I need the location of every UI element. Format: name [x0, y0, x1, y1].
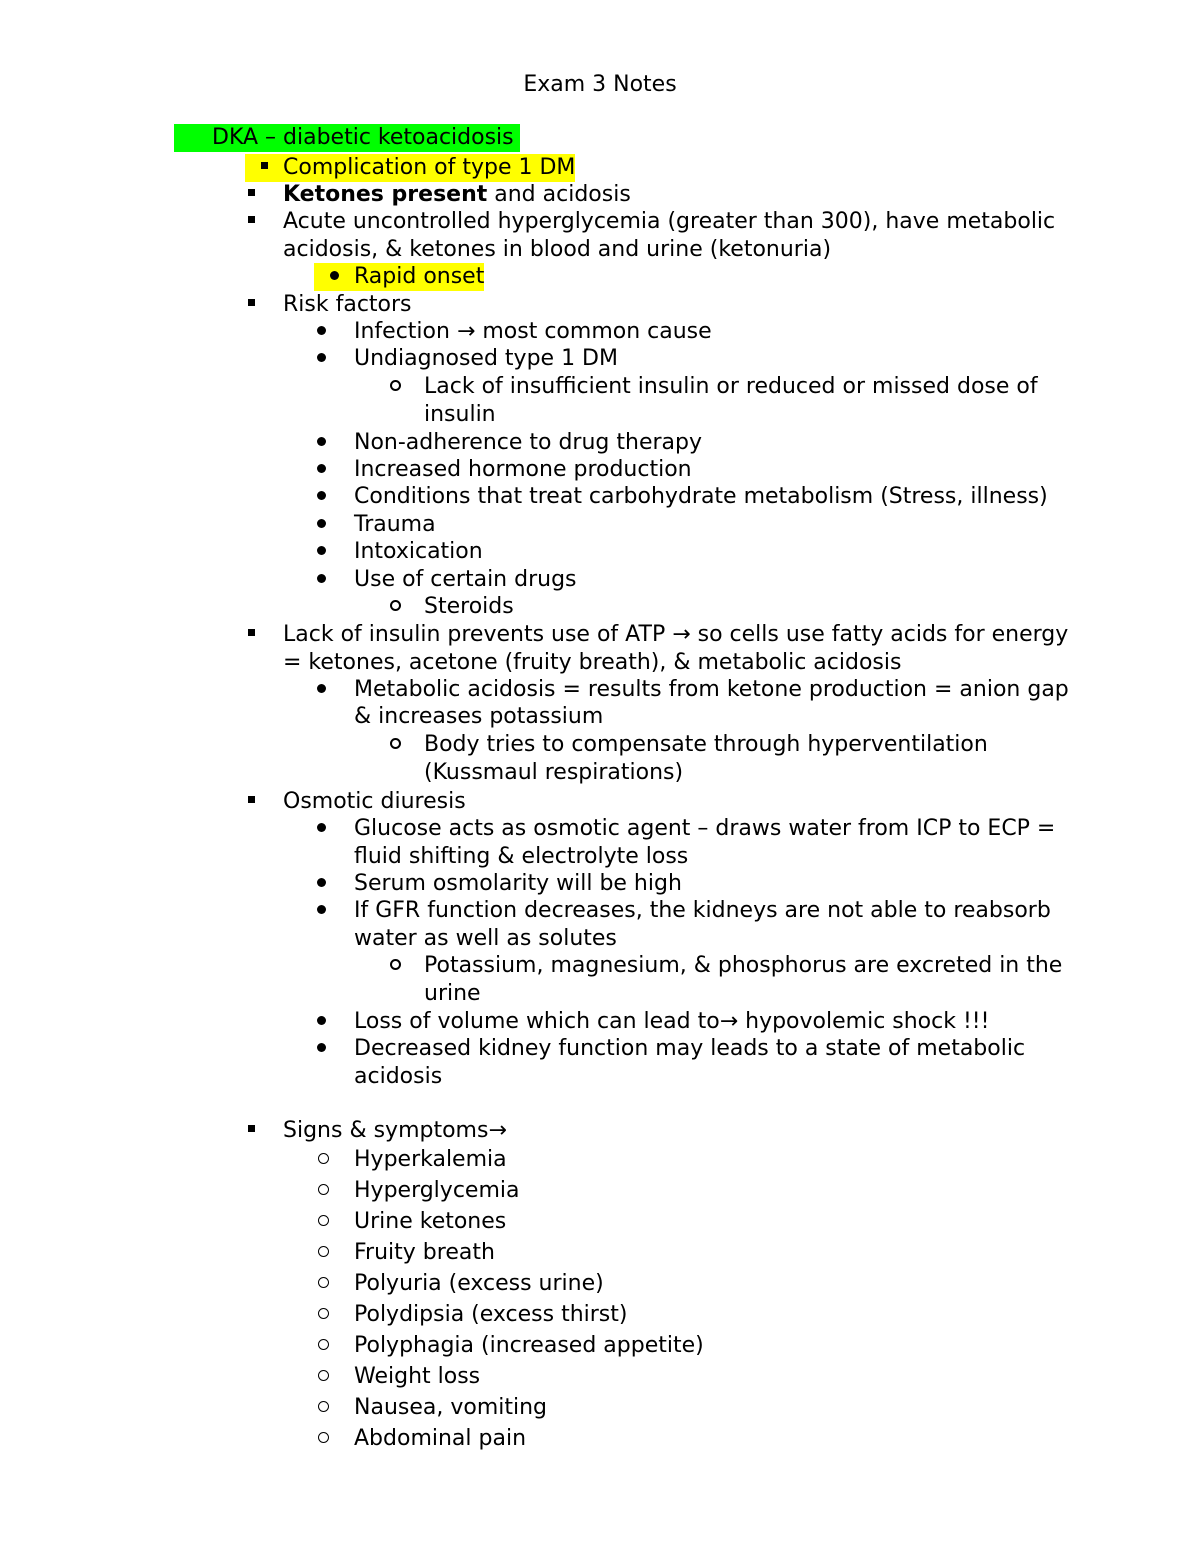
item-text: Intoxication: [354, 539, 483, 564]
item-text: insulin: [424, 402, 496, 427]
item-text: acidosis, & ketones in blood and urine (ketonuria): [283, 237, 832, 262]
bullet-square-icon: [245, 1117, 257, 1145]
item-text: Lack of insufficient insulin or reduced or missed dose of: [424, 374, 1038, 399]
item-text: Hyperkalemia: [354, 1147, 507, 1172]
bullet-square-icon: [245, 788, 257, 816]
bullet-ring-icon: [316, 1425, 330, 1453]
bullet-ring-icon: [316, 1177, 330, 1205]
page-title: Exam 3 Notes: [523, 72, 677, 97]
item-text: Risk factors: [283, 292, 412, 317]
bold-text: Ketones present: [283, 182, 488, 207]
item-text: Urine ketones: [354, 1209, 507, 1234]
bullet-dot-icon: [314, 318, 328, 346]
bullet-ring-icon: [316, 1270, 330, 1298]
heading-dka: DKA – diabetic ketoacidosis: [174, 124, 520, 152]
bullet-ring-icon: [388, 373, 402, 401]
item-text: Signs & symptoms→: [283, 1118, 507, 1143]
item-text: Loss of volume which can lead to→ hypovolemic shock !!!: [354, 1009, 990, 1034]
bullet-ring-icon: [316, 1239, 330, 1267]
item-text: Use of certain drugs: [354, 567, 577, 592]
item-text: Polyuria (excess urine): [354, 1271, 604, 1296]
item-text: and acidosis: [487, 182, 631, 207]
item-text: Fruity breath: [354, 1240, 495, 1265]
item-text: Hyperglycemia: [354, 1178, 520, 1203]
bullet-square-icon: [245, 181, 257, 209]
item-text: Acute uncontrolled hyperglycemia (greater than 300), have metabolic: [283, 209, 1056, 234]
bullet-ring-icon: [316, 1301, 330, 1329]
bullet-square-icon: [245, 621, 257, 649]
item-text: Glucose acts as osmotic agent – draws water from ICP to ECP =: [354, 816, 1056, 841]
item-text: Potassium, magnesium, & phosphorus are excreted in the: [424, 953, 1063, 978]
bullet-dot-icon: [314, 429, 328, 457]
bullet-ring-icon: [388, 952, 402, 980]
bullet-dot-icon: [314, 676, 328, 704]
item-text: (Kussmaul respirations): [424, 760, 684, 785]
bullet-dot-icon: [314, 263, 354, 291]
bullet-dot-icon: [314, 870, 328, 898]
bullet-dot-icon: [314, 538, 328, 566]
item-text: Complication of type 1 DM: [283, 155, 576, 180]
bullet-ring-icon: [388, 731, 402, 759]
bullet-ring-icon: [316, 1146, 330, 1174]
item-text: Infection → most common cause: [354, 319, 712, 344]
item-text: Polydipsia (excess thirst): [354, 1302, 628, 1327]
bullet-ring-icon: [316, 1363, 330, 1391]
item-text: Trauma: [354, 512, 436, 537]
item-text: Decreased kidney function may leads to a state of metabolic: [354, 1036, 1026, 1061]
bullet-dot-icon: [314, 1008, 328, 1036]
item-text: Abdominal pain: [354, 1426, 527, 1451]
bullet-square-icon: [245, 291, 257, 319]
bullet-dot-icon: [314, 345, 328, 373]
bullet-dot-icon: [314, 511, 328, 539]
bullet-ring-icon: [316, 1394, 330, 1422]
bullet-square-icon: [245, 154, 283, 182]
bullet-square-icon: [245, 208, 257, 236]
item-text: Rapid onset: [354, 264, 485, 289]
bullet-dot-icon: [314, 483, 328, 511]
item-text: Metabolic acidosis = results from ketone production = anion gap: [354, 677, 1069, 702]
item-text: Nausea, vomiting: [354, 1395, 548, 1420]
item-text: Steroids: [424, 594, 514, 619]
item-text: Undiagnosed type 1 DM: [354, 346, 618, 371]
bullet-dot-icon: [314, 456, 328, 484]
item-text: Conditions that treat carbohydrate metabolism (Stress, illness): [354, 484, 1048, 509]
item-text: Lack of insulin prevents use of ATP → so cells use fatty acids for energy: [283, 622, 1069, 647]
item-text: water as well as solutes: [354, 926, 617, 951]
item-text: & increases potassium: [354, 704, 604, 729]
item-text: If GFR function decreases, the kidneys are not able to reabsorb: [354, 898, 1051, 923]
item-text: = ketones, acetone (fruity breath), & metabolic acidosis: [283, 650, 902, 675]
item-text: Weight loss: [354, 1364, 481, 1389]
bullet-ring-icon: [316, 1332, 330, 1360]
item-text: urine: [424, 981, 481, 1006]
item-text: fluid shifting & electrolyte loss: [354, 844, 689, 869]
item-text: Body tries to compensate through hyperventilation: [424, 732, 988, 757]
item-text: Increased hormone production: [354, 457, 692, 482]
bullet-dot-icon: [314, 897, 328, 925]
bullet-dot-icon: [314, 566, 328, 594]
bullet-ring-icon: [316, 1208, 330, 1236]
bullet-ring-icon: [388, 593, 402, 621]
item-text: acidosis: [354, 1064, 443, 1089]
bullet-dot-icon: [314, 1035, 328, 1063]
item-text: Serum osmolarity will be high: [354, 871, 682, 896]
bullet-dot-icon: [314, 815, 328, 843]
item-text: Non-adherence to drug therapy: [354, 430, 702, 455]
item-text: Osmotic diuresis: [283, 789, 466, 814]
item-text: Polyphagia (increased appetite): [354, 1333, 704, 1358]
